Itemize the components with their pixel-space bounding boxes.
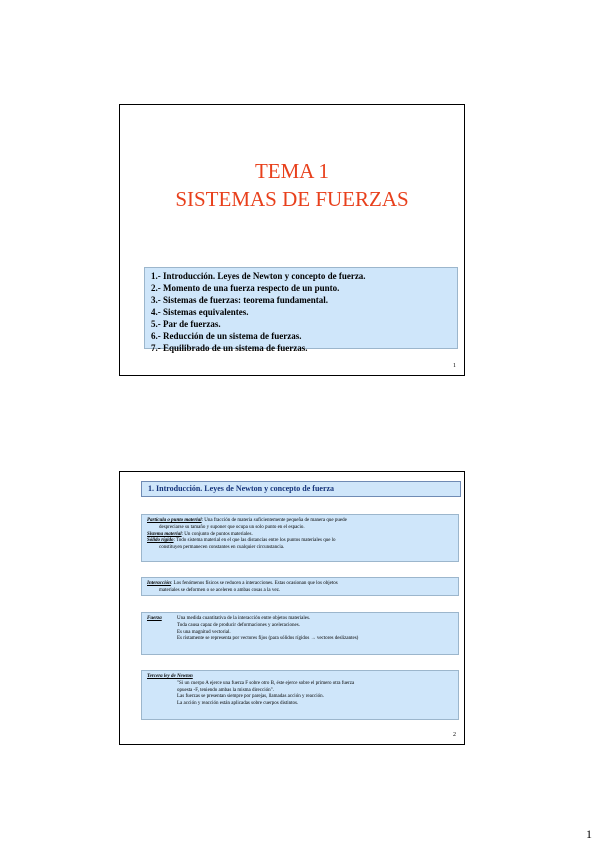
slide-number: 2 (453, 732, 456, 738)
newton-law-line: Las fuerzas se presentan siempre por parejas, llamadas acción y reacción. (177, 694, 324, 700)
interaction-definition (147, 581, 453, 588)
newton-law-line: opuesta -F, teniendo ambas la misma dirección". (177, 687, 274, 693)
interaction-text: : Los fenómenos físicos se reducen a interacciones. Estas ocasionan que los objetos (170, 581, 338, 586)
slide-2 (119, 471, 465, 745)
rigid-label: Sólido rígido (147, 538, 174, 544)
slide-number: 1 (453, 363, 456, 369)
force-label: Fuerza (147, 616, 162, 621)
interaction-label: Interacción (147, 581, 171, 586)
toc-item: 1.- Introducción. Leyes de Newton y concepto de fuerza. (151, 271, 366, 281)
toc-item: 7.- Equilibrado de un sistema de fuerzas. (151, 343, 308, 353)
rigid-text: : Todo sistema material en el que las distancias entre los puntos materiales que lo (173, 538, 336, 544)
particle-text-continued: despreciarse su tamaño y suponer que ocupa un solo punto en el espacio. (159, 524, 305, 530)
force-line (147, 616, 453, 623)
toc-item: 4.- Sistemas equivalentes. (151, 307, 249, 317)
slide-title (120, 157, 464, 213)
newton-law-line: La acción y reacción están aplicadas sobre cuerpos distintos. (177, 701, 299, 707)
particle-definition (147, 518, 453, 525)
force-line: Es una magnitud vectorial. (177, 629, 231, 635)
system-text: : Un conjunto de puntos materiales. (181, 531, 253, 537)
section-heading: 1. Introducción. Leyes de Newton y concepto de fuerza (141, 481, 461, 497)
table-of-contents (144, 267, 458, 353)
toc-item: 6.- Reducción de un sistema de fuerzas. (151, 331, 302, 341)
toc-item: 2.- Momento de una fuerza respecto de un punto. (151, 283, 340, 293)
system-definition (147, 532, 453, 539)
newton-law-label: Tercera ley de Newton (147, 674, 193, 679)
slide-1 (119, 104, 465, 376)
interaction-text-continued: materiales se deformen o se aceleren o ambas cosas a la vez. (159, 587, 281, 593)
title-line-2: SISTEMAS DE FUERZAS (175, 187, 409, 211)
rigid-definition (147, 538, 453, 545)
system-label: Sistema material (147, 531, 182, 537)
title-line-1: TEMA 1 (254, 159, 330, 183)
toc-item: 5.- Par de fuerzas. (151, 319, 221, 329)
definitions-box (141, 514, 459, 562)
interaction-box (141, 577, 459, 596)
page-number: 1 (586, 827, 592, 841)
force-line: Toda causa capaz de producir deformaciones y aceleraciones. (177, 622, 300, 628)
newton-third-law-box (141, 670, 459, 720)
force-box (141, 612, 459, 655)
force-line: Es ristamente se representa por vectores fijos (para sólidos rígidos → vectores deslizantes) (177, 636, 359, 642)
rigid-text-continued: constituyen permanecen constantes en cualquier circunstancia. (159, 545, 285, 551)
force-text: Una medida cuantitativa de la interacción entre objetos materiales. (177, 616, 311, 621)
particle-text: : Una fracción de materia suficientemente pequeña de manera que puede (201, 518, 347, 523)
newton-law-line: "Si un cuerpo A ejerce una fuerza F sobre otro B, éste ejerce sobre el primero otra fuerza (177, 680, 355, 686)
toc-item: 3.- Sistemas de fuerzas: teorema fundamental. (151, 295, 329, 305)
particle-label: Partícula o punto material (147, 518, 202, 523)
